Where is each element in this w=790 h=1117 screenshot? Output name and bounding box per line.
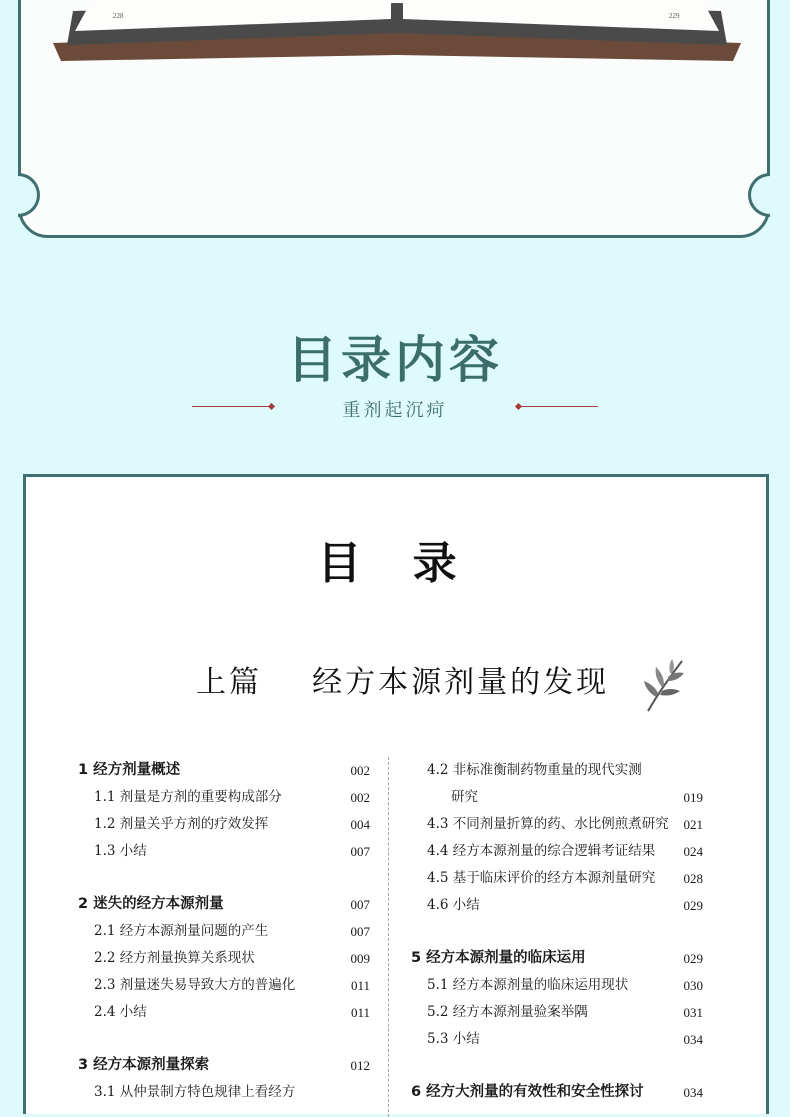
divider-line-right [518, 406, 598, 407]
toc-section-row [78, 945, 370, 972]
book-page-left: 228 [113, 12, 124, 20]
toc-page-number: 007 [350, 924, 370, 939]
toc-entry-label: 2.4 小结 [94, 1004, 147, 1020]
toc-column-right [411, 757, 703, 1106]
toc-section-row [411, 757, 703, 784]
section-heading: 目录内容 [287, 331, 503, 389]
toc-gap [411, 919, 703, 945]
toc-page [23, 474, 769, 1114]
toc-chapter-row [411, 1079, 703, 1106]
toc-entry-label: 1 经方剂量概述 [78, 762, 181, 778]
toc-entry-label: 5.2 经方本源剂量验案举隅 [427, 1004, 588, 1020]
toc-page-number: 031 [683, 1005, 703, 1020]
toc-chapter-row [411, 945, 703, 972]
book-page-right: 229 [669, 12, 680, 20]
toc-section-row [78, 784, 370, 811]
toc-entry-label: 2 迷失的经方本源剂量 [78, 896, 224, 912]
toc-page-number: 004 [350, 817, 370, 832]
toc-entry-label: 1.2 剂量关乎方剂的疗效发挥 [94, 816, 269, 832]
book-photo-frame [18, 0, 770, 238]
toc-title: 目 录 [317, 538, 475, 589]
toc-entry-label: 4.5 基于临床评价的经方本源剂量研究 [427, 870, 656, 886]
toc-entry-label: 3 经方本源剂量探索 [78, 1057, 210, 1073]
toc-section-row [411, 999, 703, 1026]
toc-chapter-row [78, 1052, 370, 1079]
toc-page-number: 034 [683, 1032, 703, 1047]
toc-page-number: 002 [350, 790, 370, 805]
toc-page-number: 007 [350, 897, 370, 912]
toc-entry-label: 2.3 剂量迷失易导致大方的普遍化 [94, 977, 296, 993]
toc-entry-label: 研究 [451, 789, 478, 805]
toc-section-row [78, 838, 370, 865]
toc-section-row [411, 892, 703, 919]
toc-page-number: 021 [683, 817, 703, 832]
toc-column-left [78, 757, 370, 1106]
toc-entry-label: 4.4 经方本源剂量的综合逻辑考证结果 [427, 843, 656, 859]
toc-page-number: 009 [350, 951, 370, 966]
section-subtitle: 重剂起沉疴 [342, 400, 448, 421]
frame-notch-right [748, 173, 770, 217]
part-title: 上篇 经方本源剂量的发现 [196, 665, 610, 700]
toc-entry-label: 1.3 小结 [94, 843, 147, 859]
toc-section-row [78, 811, 370, 838]
toc-section-row [411, 865, 703, 892]
toc-section-row [411, 1026, 703, 1053]
toc-page-number: 007 [350, 844, 370, 859]
toc-chapter-row [78, 757, 370, 784]
column-divider [388, 757, 389, 1117]
toc-section-row [78, 1079, 370, 1106]
toc-entry-label: 2.1 经方本源剂量问题的产生 [94, 923, 269, 939]
toc-page-number: 011 [350, 978, 370, 993]
toc-page-number: 011 [350, 1005, 370, 1020]
toc-entry-label: 1.1 剂量是方剂的重要构成部分 [94, 789, 282, 805]
toc-entry-label: 4.2 非标准衡制药物重量的现代实测 [427, 762, 642, 778]
leaf-icon [642, 657, 686, 713]
toc-entry-label: 6 经方大剂量的有效性和安全性探讨 [411, 1084, 644, 1100]
toc-entry-label: 5.1 经方本源剂量的临床运用现状 [427, 977, 629, 993]
toc-page-number: 028 [683, 871, 703, 886]
toc-section-row [411, 838, 703, 865]
toc-section-row [411, 972, 703, 999]
toc-entry-label: 5 经方本源剂量的临床运用 [411, 950, 586, 966]
toc-page-number: 029 [683, 951, 703, 966]
toc-page-number: 012 [350, 1058, 370, 1073]
toc-section-row [78, 999, 370, 1026]
toc-gap [78, 1026, 370, 1052]
toc-entry-label: 5.3 小结 [427, 1031, 480, 1047]
toc-entry-label: 2.2 经方剂量换算关系现状 [94, 950, 255, 966]
toc-section-row [411, 811, 703, 838]
toc-section-row [78, 972, 370, 999]
toc-page-number: 019 [683, 790, 703, 805]
toc-chapter-row [78, 891, 370, 918]
toc-page-number: 029 [683, 898, 703, 913]
toc-gap [411, 1053, 703, 1079]
toc-gap [78, 865, 370, 891]
toc-page-number: 030 [683, 978, 703, 993]
toc-section-row [78, 918, 370, 945]
toc-entry-label: 3.1 从仲景制方特色规律上看经方 [94, 1084, 296, 1100]
open-book-image [41, 0, 753, 63]
toc-section-row [411, 784, 703, 811]
toc-entry-label: 4.3 不同剂量折算的药、水比例煎煮研究 [427, 816, 669, 832]
frame-notch-left [18, 173, 40, 217]
toc-page-number: 034 [683, 1085, 703, 1100]
toc-entry-label: 4.6 小结 [427, 897, 480, 913]
toc-page-number: 002 [350, 763, 370, 778]
toc-page-number: 024 [683, 844, 703, 859]
